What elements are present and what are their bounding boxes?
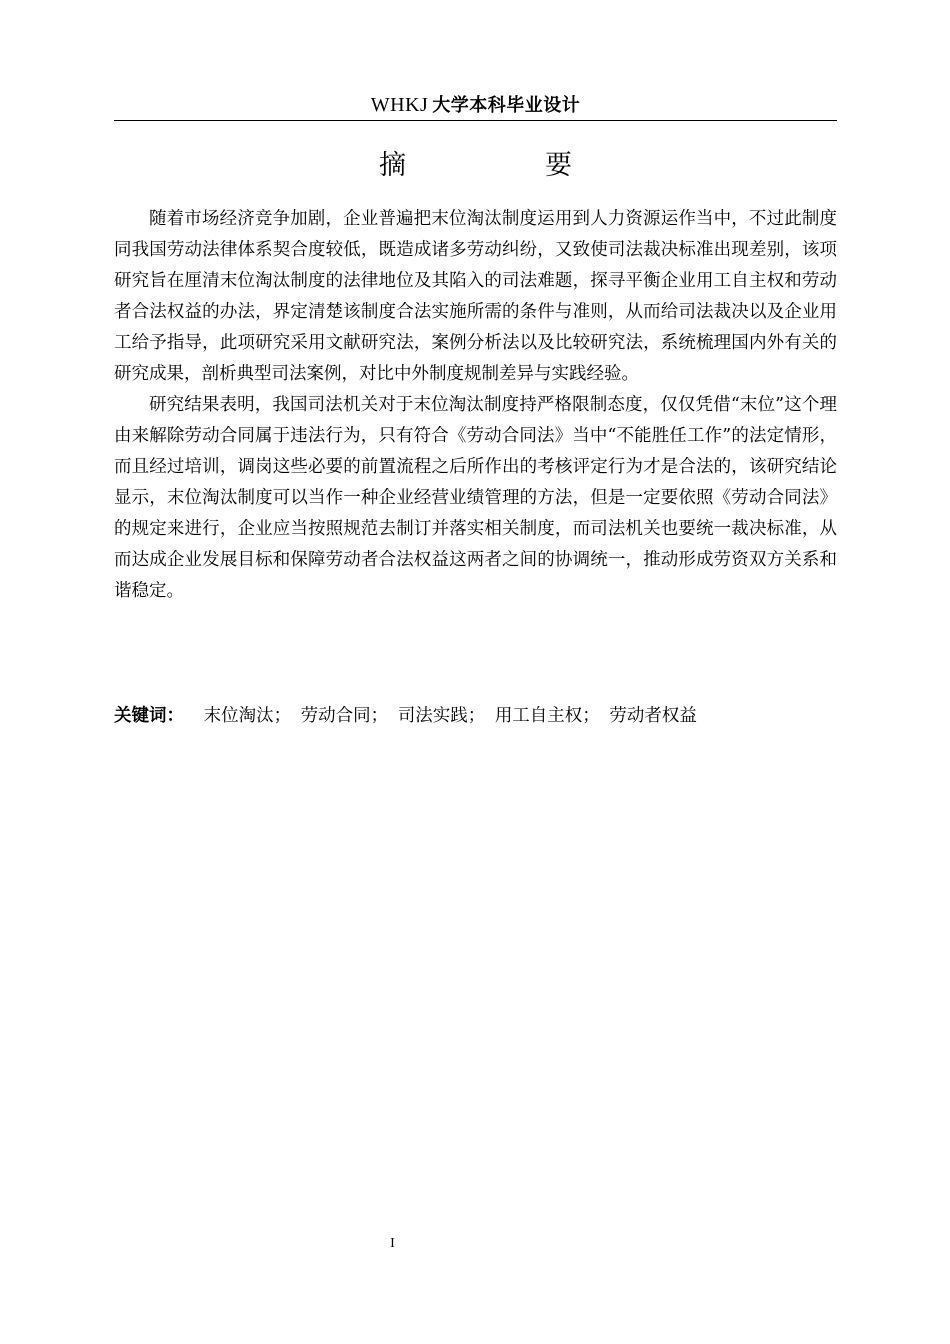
abstract-paragraph-2: 研究结果表明，我国司法机关对于末位淘汰制度持严格限制态度，仅仅凭借“末位”这个理由来解除劳动合同属于违法行为，只有符合《劳动合同法》当中“不能胜任工作”的法定情形，而且经过培训，调岗这些必要的前置流程之后所作出的考核评定行为才是合法的，该研究结论显示，末位淘汰制度可以当作一种企业经营业绩管理的方法，但是一定要依照《劳动合同法》的规定来进行，企业应当按照规范去制订并落实相关制度，而司法机关也要统一裁决标准，从而达成企业发展目标和保障劳动者合法权益这两者之间的协调统一，推动形成劳资双方关系和谐稳定。 <box>114 395 837 601</box>
header-latin-text: WHKJ <box>370 94 429 116</box>
header-cjk-text: 大学本科毕业设计 <box>432 95 581 116</box>
page-number: I <box>390 1236 395 1251</box>
abstract-paragraph-1: 随着市场经济竞争加剧，企业普遍把末位淘汰制度运用到人力资源运作当中，不过此制度同我国劳动法律体系契合度较低，既造成诸多劳动纠纷，又致使司法裁决标准出现差别，该项研究旨在厘清末位淘汰制度的法律地位及其陷入的司法难题，探寻平衡企业用工自主权和劳动者合法权益的办法，界定清楚该制度合法实施所需的条件与准则，从而给司法裁决以及企业用工给予指导，此项研究采用文献研究法，案例分析法以及比较研究法，系统梳理国内外有关的研究成果，剖析典型司法案例，对比中外制度规制差异与实践经验。 <box>114 209 837 384</box>
keywords-line <box>114 702 837 730</box>
running-header <box>114 92 837 119</box>
abstract-title: 摘 要 <box>379 150 628 181</box>
keyword-item: 劳动合同； <box>300 706 389 726</box>
keywords-label: 关键词： <box>114 706 184 726</box>
abstract-body <box>114 204 837 607</box>
keyword-item: 末位淘汰； <box>203 706 292 726</box>
header-rule <box>114 120 837 121</box>
keyword-item: 用工自主权； <box>494 706 600 726</box>
keyword-item: 劳动者权益 <box>609 706 697 726</box>
keyword-item: 司法实践； <box>397 706 486 726</box>
